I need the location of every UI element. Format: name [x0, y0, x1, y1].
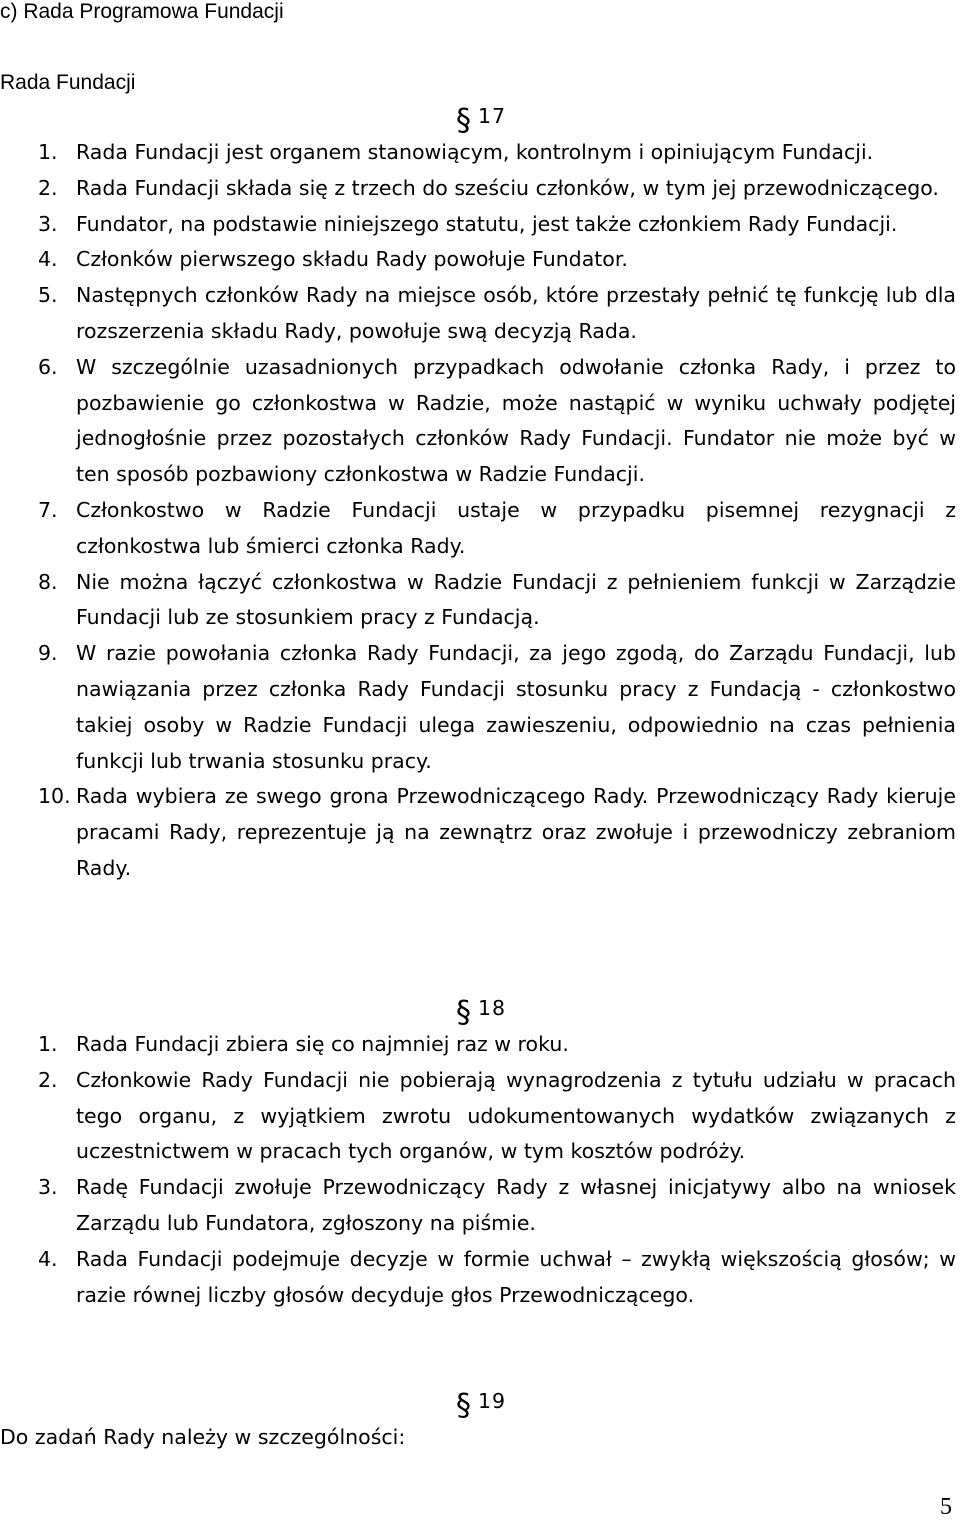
item-text: Radę Fundacji zwołuje Przewodniczący Rady z własnej inicjatywy albo na wniosek Zarządu lub Fundatora, zgłoszony na piśmie. [76, 1175, 956, 1235]
section-17-heading [454, 99, 506, 135]
svg-text:§: § [456, 1387, 471, 1418]
item-text: Rada Fundacji podejmuje decyzje w formie uchwał – zwykłą większością głosów; w razie równej liczby głosów decyduje głos Przewodniczącego. [76, 1246, 956, 1307]
item-text: Rada Fundacji składa się z trzech do sześciu członków, w tym jej przewodniczącego. [76, 175, 939, 200]
list-item [0, 242, 956, 278]
item-text: Rada Fundacji jest organem stanowiącym, kontrolnym i opiniującym Fundacji. [76, 140, 874, 164]
section-number: 18 [478, 996, 507, 1020]
page-number: 5 [940, 1494, 952, 1520]
item-number: 8. [38, 569, 58, 594]
list-item [0, 171, 956, 207]
section-sign-icon [454, 993, 474, 1025]
section-number: 19 [478, 1389, 507, 1413]
item-number: 1. [38, 140, 58, 164]
svg-text:§: § [456, 994, 471, 1025]
item-number: 4. [38, 1246, 58, 1271]
list-item [0, 1242, 956, 1314]
section-19-heading [454, 1384, 506, 1420]
section-19-intro: Do zadań Rady należy w szczególności: [0, 1425, 406, 1449]
item-text: Fundator, na podstawie niniejszego statutu, jest także członkiem Rady Fundacji. [76, 211, 898, 236]
page-title: Rada Fundacji [0, 71, 136, 94]
list-item [0, 207, 956, 243]
item-number: 10. [38, 784, 71, 809]
section-18-list [0, 1027, 956, 1313]
list-item [0, 135, 956, 171]
section-c-heading: c) Rada Programowa Fundacji [0, 0, 284, 23]
item-text: Nie można łączyć członkostwa w Radzie Fundacji z pełnieniem funkcji w Zarządzie Fundacji lub ze stosunkiem pracy z Fundacją. [76, 569, 956, 630]
item-text: W szczególnie uzasadnionych przypadkach odwołanie członka Rady, i przez to pozbawienie go członkostwa w Radzie, może nastąpić w wyniku uchwały podjętej jednogłośnie przez pozostałych członków Rady Fundacji. Fundator nie może być w ten sposób pozbawiony członkostwa w Radzie Fundacji. [76, 354, 956, 487]
item-number: 3. [38, 211, 58, 236]
item-text: W razie powołania członka Rady Fundacji, za jego zgodą, do Zarządu Fundacji, lub nawiązania przez członka Rady Fundacji stosunku pracy z Fundacją - członkostwo takiej osoby w Radzie Fundacji ulega zawieszeniu, odpowiednio na czas pełnienia funkcji lub trwania stosunku pracy. [76, 641, 956, 773]
item-text: Rada wybiera ze swego grona Przewodniczącego Rady. Przewodniczący Rady kieruje pracami Rady, reprezentuje ją na zewnątrz oraz zwołuje i przewodniczy zebraniom Rady. [76, 784, 956, 880]
item-number: 7. [38, 497, 58, 522]
item-number: 9. [38, 641, 58, 666]
section-18-heading [454, 991, 506, 1027]
item-text: Następnych członków Rady na miejsce osób, które przestały pełnić tę funkcję lub dla rozszerzenia składu Rady, powołuje swą decyzją Rada. [76, 283, 956, 343]
list-item [0, 1063, 956, 1170]
svg-text:§: § [456, 102, 471, 133]
item-text: Członkowie Rady Fundacji nie pobierają wynagrodzenia z tytułu udziału w pracach tego organu, z wyjątkiem zwrotu udokumentowanych wydatków związanych z uczestnictwem w pracach tych organów, w tym kosztów podróży. [76, 1067, 956, 1164]
section-17-list [0, 135, 956, 887]
list-item [0, 278, 956, 350]
list-item [0, 1170, 956, 1242]
item-number: 2. [38, 1067, 58, 1092]
list-item [0, 779, 956, 886]
section-sign-icon [454, 1386, 474, 1418]
section-number: 17 [478, 104, 507, 128]
item-number: 3. [38, 1175, 58, 1200]
item-number: 5. [38, 283, 58, 308]
item-text: Rada Fundacji zbiera się co najmniej raz w roku. [76, 1032, 569, 1056]
list-item [0, 493, 956, 565]
item-text: Członkostwo w Radzie Fundacji ustaje w przypadku pisemnej rezygnacji z członkostwa lub śmierci członka Rady. [76, 497, 956, 558]
item-text: Członków pierwszego składu Rady powołuje Fundator. [76, 247, 628, 272]
list-item [0, 1027, 956, 1063]
list-item [0, 350, 956, 493]
item-number: 6. [38, 354, 58, 379]
item-number: 4. [38, 247, 58, 272]
list-item [0, 636, 956, 779]
list-item [0, 565, 956, 637]
item-number: 2. [38, 175, 58, 200]
section-sign-icon [454, 101, 474, 133]
item-number: 1. [38, 1032, 58, 1056]
